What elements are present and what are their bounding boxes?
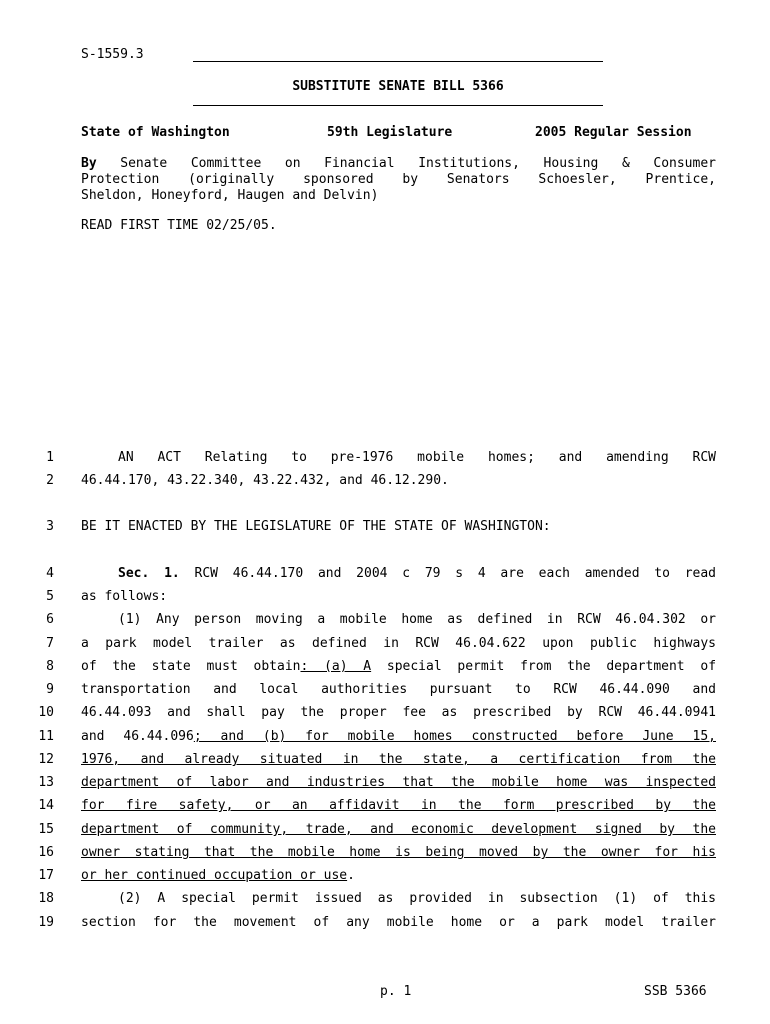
line-number: 6	[46, 612, 54, 627]
sponsor-line-3: Sheldon, Honeyford, Haugen and Delvin)	[81, 188, 379, 203]
line-number: 19	[38, 915, 54, 930]
inserted-text: : (a) A	[300, 659, 372, 674]
line-number: 11	[38, 729, 54, 744]
bill-line-17	[81, 868, 355, 884]
sponsor-by: By	[81, 156, 97, 171]
line-number: 18	[38, 891, 54, 906]
session-label: 2005 Regular Session	[535, 125, 692, 140]
bill-line-8	[81, 659, 716, 675]
bill-code: S-1559.3	[81, 47, 144, 62]
line-number: 8	[46, 659, 54, 674]
footer-bill-code: SSB 5366	[644, 984, 707, 999]
bill-line-13	[81, 775, 716, 791]
bill-line-10: 46.44.093 and shall pay the proper fee as prescribed by RCW 46.44.0941	[81, 705, 716, 720]
line-number: 14	[38, 798, 54, 813]
sponsor-text-1: Senate Committee on Financial Institutions, Housing & Consumer	[120, 156, 716, 171]
bill-line-11	[81, 729, 716, 745]
sponsor-line-1	[81, 156, 716, 172]
text-segment: .	[347, 868, 355, 883]
bill-line-16	[81, 845, 716, 861]
inserted-text: owner stating that the mobile home is being moved by the owner for his	[81, 845, 716, 860]
line-number: 5	[46, 589, 54, 604]
bill-line-3: BE IT ENACTED BY THE LEGISLATURE OF THE STATE OF WASHINGTON:	[81, 519, 551, 534]
bill-title: SUBSTITUTE SENATE BILL 5366	[292, 79, 504, 94]
line-number: 3	[46, 519, 54, 534]
read-first-time: READ FIRST TIME 02/25/05.	[81, 218, 277, 233]
bill-line-2: 46.44.170, 43.22.340, 43.22.432, and 46.12.290.	[81, 473, 449, 488]
inserted-text: for fire safety, or an affidavit in the form prescribed by the	[81, 798, 716, 813]
bill-line-19: section for the movement of any mobile home or a park model trailer	[81, 915, 716, 930]
line-number: 15	[38, 822, 54, 837]
text-segment: of the state must obtain	[81, 659, 301, 674]
state-label: State of Washington	[81, 125, 230, 140]
bill-line-18: (2) A special permit issued as provided in subsection (1) of this	[118, 891, 716, 906]
bill-line-9: transportation and local authorities pursuant to RCW 46.44.090 and	[81, 682, 716, 697]
page-number: p. 1	[380, 984, 412, 999]
line-number: 7	[46, 636, 54, 651]
line-number: 10	[38, 705, 54, 720]
line-number: 2	[46, 473, 54, 488]
legislature-label: 59th Legislature	[327, 125, 453, 140]
bill-line-5: as follows:	[81, 589, 168, 604]
bill-line-15	[81, 822, 716, 838]
line-number: 17	[38, 868, 54, 883]
inserted-text: 1976, and already situated in the state, a certification from the	[81, 752, 716, 767]
line-number: 4	[46, 566, 54, 581]
line-number: 9	[46, 682, 54, 697]
bill-line-14	[81, 798, 716, 814]
bill-line-6: (1) Any person moving a mobile home as defined in RCW 46.04.302 or	[118, 612, 716, 627]
line-number: 16	[38, 845, 54, 860]
text-segment: special permit from the department of	[386, 659, 716, 674]
bill-line-12	[81, 752, 716, 768]
bill-line-7: a park model trailer as defined in RCW 46.04.622 upon public highways	[81, 636, 716, 651]
sponsor-line-2: Protection (originally sponsored by Senators Schoesler, Prentice,	[81, 172, 716, 187]
text-segment: and 46.44.096	[81, 729, 194, 744]
header-rule-bottom	[193, 105, 603, 106]
line-number: 12	[38, 752, 54, 767]
inserted-text: or her continued occupation or use	[81, 868, 348, 883]
inserted-text: ; and (b) for mobile homes constructed before June 15,	[193, 729, 716, 744]
section-text: RCW 46.44.170 and 2004 c 79 s 4 are each amended to read	[194, 566, 716, 581]
section-heading: Sec. 1.	[118, 566, 180, 581]
line-number: 13	[38, 775, 54, 790]
line-number: 1	[46, 450, 54, 465]
header-rule-top	[193, 61, 603, 62]
inserted-text: department of community, trade, and economic development signed by the	[81, 822, 716, 837]
bill-line-4	[81, 566, 716, 582]
bill-line-1: AN ACT Relating to pre-1976 mobile homes; and amending RCW	[118, 450, 716, 465]
inserted-text: department of labor and industries that the mobile home was inspected	[81, 775, 716, 790]
